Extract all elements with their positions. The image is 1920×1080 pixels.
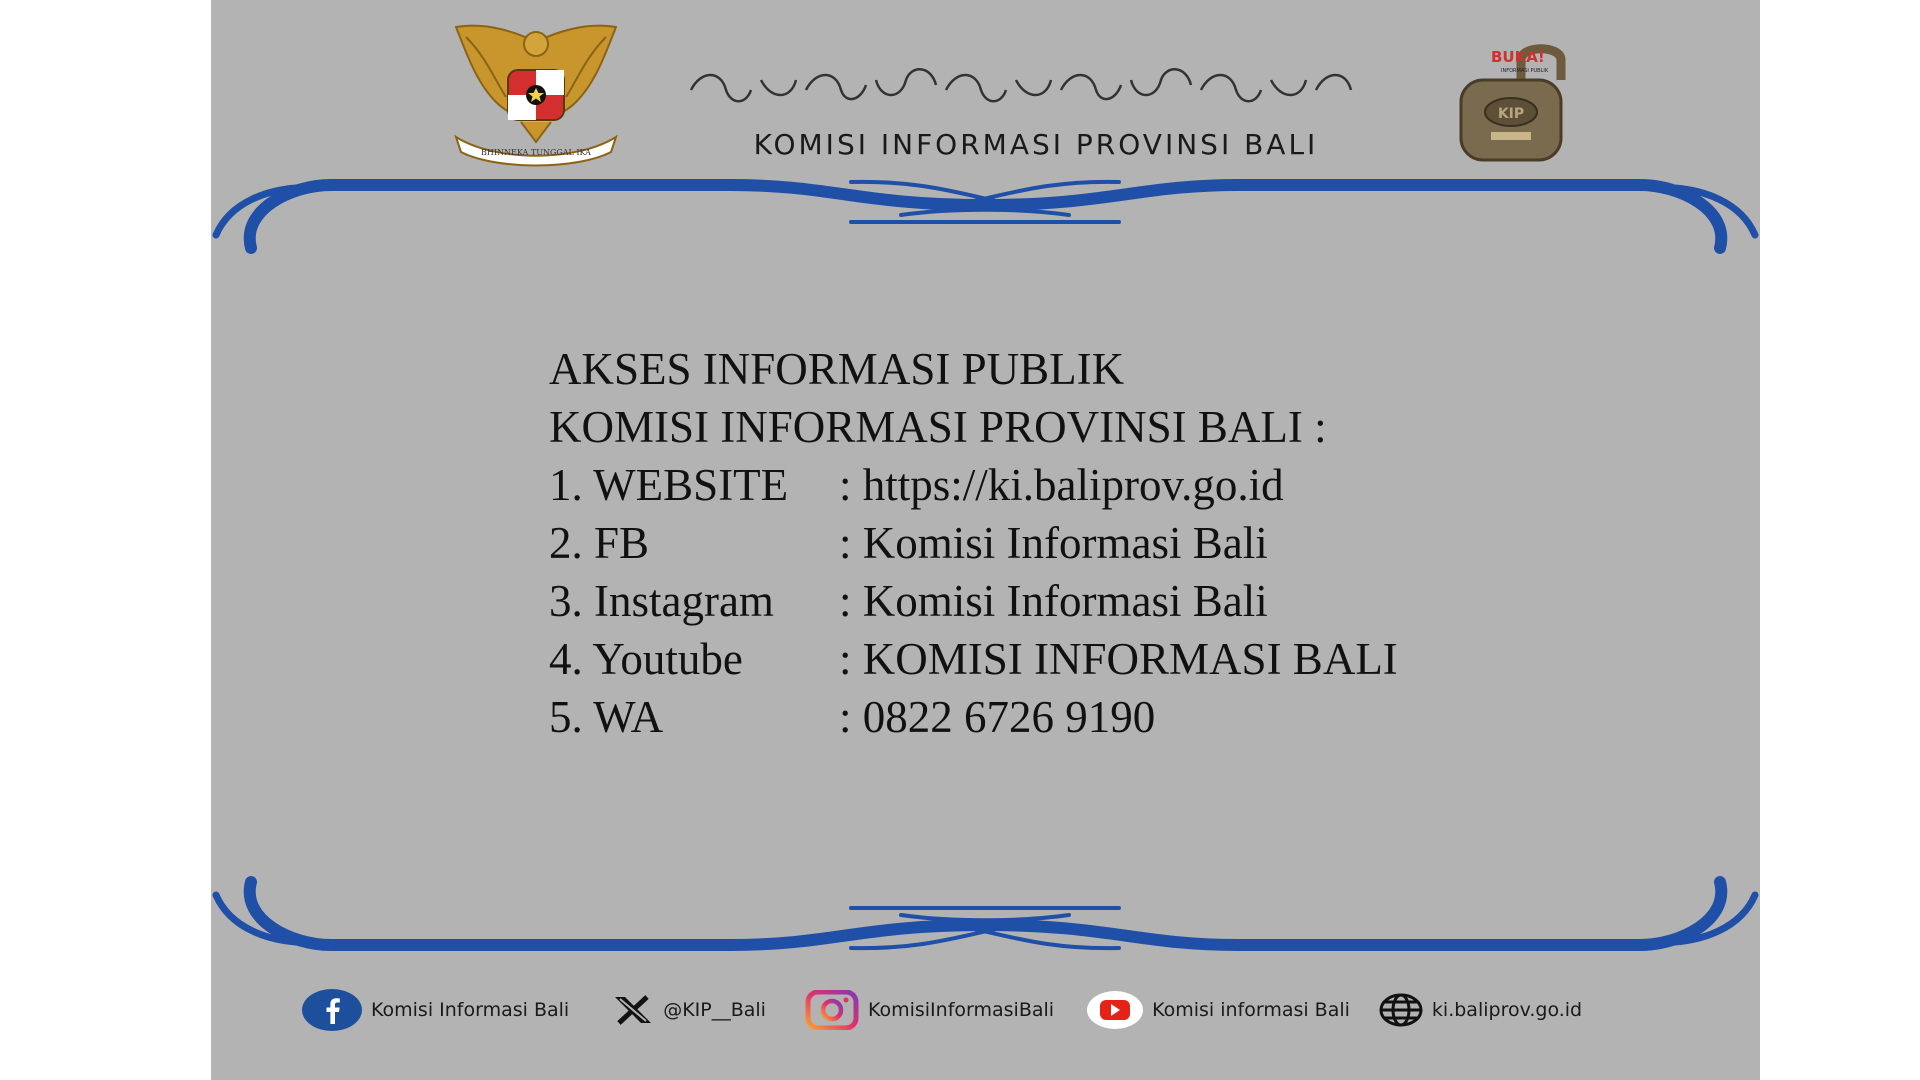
item-label: 1. WEBSITE <box>549 460 789 510</box>
item-label: 5. WA <box>549 692 664 742</box>
poster <box>211 0 1760 1080</box>
instagram-icon <box>804 990 860 1030</box>
bottom-ornament <box>211 860 1760 970</box>
emblem-motto: BHINNEKA TUNGGAL IKA <box>481 148 591 157</box>
footer-website[interactable] <box>1378 992 1582 1028</box>
padlock-badge-icon <box>1436 40 1586 170</box>
svg-text:ᬓᭀᬫᬶᬲᬶᬇᬦ᭄ᬨᭀᬃᬫᬲᬶᬧ᭄ᬭᭀᬧᬶᬦ᭄ᬲᬶᬩᬮᬶ: ᬓᭀᬫᬶᬲᬶᬇᬦ᭄ᬨᭀᬃᬫᬲᬶᬧ᭄ᬭᭀᬧᬶᬦ᭄ᬲᬶᬩᬮᬶ <box>1013 108 1029 109</box>
instagram-text: KomisiInformasiBali <box>867 999 1055 1021</box>
list-item-website <box>549 456 1398 514</box>
facebook-icon <box>301 988 363 1032</box>
globe-icon <box>1378 992 1424 1028</box>
list-item-wa <box>549 688 1398 746</box>
top-ornament <box>211 160 1760 270</box>
social-footer <box>301 985 1700 1035</box>
x-text: @KIP__Bali <box>663 999 766 1021</box>
footer-instagram[interactable] <box>804 990 1054 1030</box>
content-block <box>549 340 1398 746</box>
header-title: KOMISI INFORMASI PROVINSI BALI <box>753 128 1319 161</box>
x-icon <box>611 995 655 1025</box>
list-item-instagram <box>549 572 1398 630</box>
balinese-script <box>681 60 1361 110</box>
footer-x[interactable] <box>611 995 766 1025</box>
footer-youtube[interactable] <box>1086 990 1350 1030</box>
item-value: : Komisi Informasi Bali <box>839 518 1268 568</box>
badge-text: BUKA! <box>1491 48 1545 66</box>
list-item-fb <box>549 514 1398 572</box>
badge-initials: KIP <box>1497 106 1525 122</box>
item-label: 2. FB <box>549 518 650 568</box>
item-label: 3. Instagram <box>549 576 774 626</box>
heading-subtitle: KOMISI INFORMASI PROVINSI BALI : <box>549 402 1327 452</box>
item-label: 4. Youtube <box>549 634 743 684</box>
heading-title: AKSES INFORMASI PUBLIK <box>549 344 1125 394</box>
facebook-text: Komisi Informasi Bali <box>371 999 570 1021</box>
footer-facebook[interactable] <box>301 988 569 1032</box>
item-value: : https://ki.baliprov.go.id <box>839 460 1284 510</box>
youtube-text: Komisi informasi Bali <box>1152 999 1350 1021</box>
item-value: : 0822 6726 9190 <box>839 692 1156 742</box>
list-item-youtube <box>549 630 1398 688</box>
item-value: : KOMISI INFORMASI BALI <box>839 634 1398 684</box>
website-text: ki.baliprov.go.id <box>1431 999 1583 1021</box>
youtube-icon <box>1086 990 1144 1030</box>
garuda-emblem-icon <box>436 22 636 172</box>
item-value: : Komisi Informasi Bali <box>839 576 1268 626</box>
badge-subtitle: INFORMASI PUBLIK <box>1501 68 1549 74</box>
